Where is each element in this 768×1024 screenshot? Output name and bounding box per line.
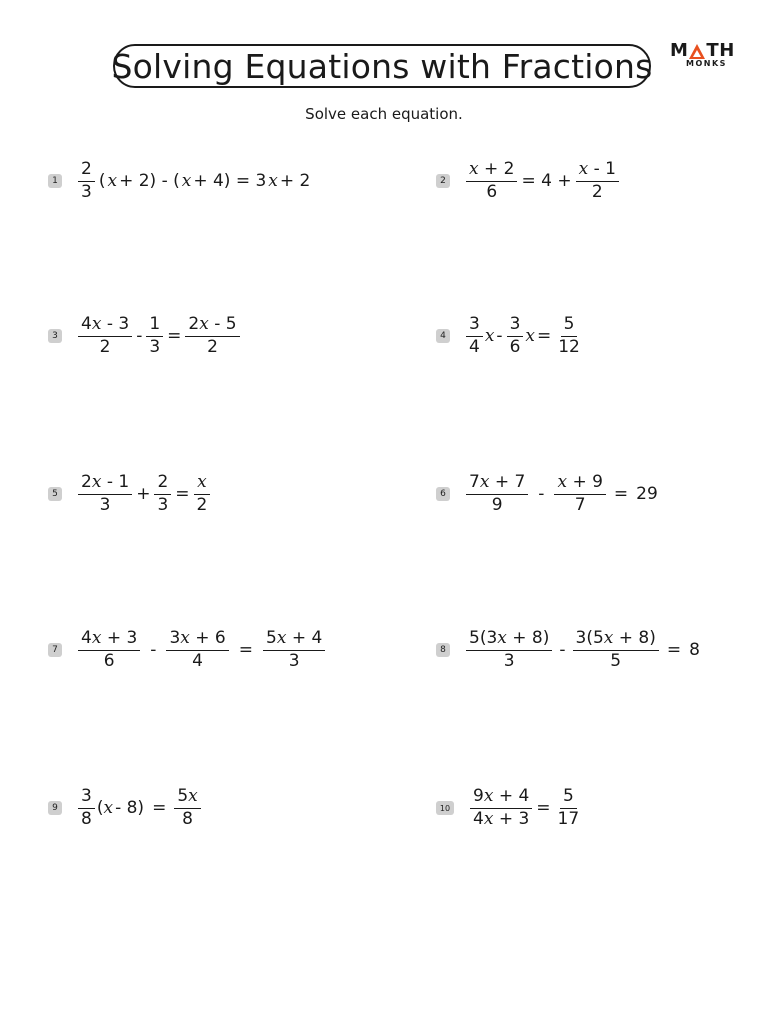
variable: x <box>525 326 535 347</box>
fraction <box>466 474 528 515</box>
problem-number: 5 <box>48 487 62 501</box>
denominator: 2 <box>591 181 603 202</box>
denominator: 2 <box>207 336 218 357</box>
numerator: 2 <box>154 474 171 495</box>
variable: x <box>484 326 495 347</box>
fraction <box>466 316 483 357</box>
operator: = <box>536 326 552 347</box>
expression-text: 9 <box>473 786 484 806</box>
variable: x <box>107 171 118 192</box>
variable: x <box>479 472 490 492</box>
numerator <box>185 316 239 337</box>
variable: x <box>91 314 102 334</box>
numerator: x <box>194 474 210 495</box>
fraction <box>78 788 95 829</box>
expression-text: 7 <box>469 472 480 492</box>
fraction <box>154 474 171 515</box>
numerator <box>466 161 517 182</box>
problem-2 <box>436 161 621 202</box>
denominator: 4 <box>469 336 480 357</box>
fraction <box>78 161 95 202</box>
expression-text: + 3 <box>498 808 530 829</box>
numerator <box>466 474 528 495</box>
numerator <box>576 161 619 182</box>
expression-text: 5 <box>177 786 189 806</box>
denominator: 2 <box>99 336 111 357</box>
denominator: 3 <box>99 494 111 515</box>
denominator: 6 <box>509 336 521 357</box>
expression-text: 8 <box>689 640 700 661</box>
denominator: 7 <box>574 494 586 515</box>
expression-text: + 2 <box>279 171 311 192</box>
equation <box>464 474 660 515</box>
equation <box>76 630 327 671</box>
fraction <box>573 630 659 671</box>
expression-text: ( <box>98 171 106 192</box>
numerator <box>78 630 140 651</box>
fraction <box>146 316 163 357</box>
fraction <box>78 316 132 357</box>
expression-text: + 3 <box>106 628 138 648</box>
expression-text: 3(5 <box>575 628 604 648</box>
denominator: 3 <box>503 650 515 671</box>
expression-text: + 2 <box>484 159 515 179</box>
variable: x <box>497 628 507 648</box>
expression-text: - 5 <box>214 314 237 334</box>
numerator: 3 <box>78 788 95 809</box>
math-monks-logo <box>670 40 734 72</box>
problem-number: 2 <box>436 174 450 188</box>
fraction <box>555 788 583 829</box>
operator: - <box>559 640 566 661</box>
fraction <box>466 630 552 671</box>
problem-1 <box>48 161 312 202</box>
numerator: 2 <box>78 161 95 182</box>
variable: x <box>469 159 479 179</box>
denominator <box>470 809 532 829</box>
numerator <box>166 630 228 651</box>
variable: x <box>483 808 494 829</box>
equation <box>468 788 584 829</box>
numerator <box>466 630 552 651</box>
expression-text: + 6 <box>195 628 226 648</box>
problem-number: 6 <box>436 487 450 501</box>
denominator: 3 <box>288 650 300 671</box>
expression-text: 29 <box>636 484 658 505</box>
expression-text: + 8) <box>512 628 550 648</box>
equation <box>464 161 621 202</box>
fraction <box>78 474 132 515</box>
equation <box>76 316 242 357</box>
expression-text: + 4 <box>498 786 530 806</box>
triangle-icon <box>689 44 705 59</box>
variable: x <box>181 171 192 192</box>
operator: = <box>666 640 682 661</box>
problem-10 <box>436 788 584 829</box>
fraction <box>507 316 524 357</box>
problem-number: 3 <box>48 329 62 343</box>
variable: x <box>91 472 102 492</box>
operator: - <box>496 326 503 347</box>
denominator: 5 <box>610 650 622 671</box>
operator: - <box>136 326 143 347</box>
equation <box>464 630 702 671</box>
equation <box>464 316 585 357</box>
fraction <box>263 630 325 671</box>
operator: = <box>613 484 629 505</box>
title-box <box>113 44 651 88</box>
operator: = <box>167 326 182 347</box>
numerator: 1 <box>146 316 163 337</box>
expression-text: + 4 <box>291 628 323 648</box>
expression-text: - 1 <box>106 472 130 492</box>
logo-subtitle: MONKS <box>686 59 727 68</box>
fraction <box>174 788 200 829</box>
expression-text: + 4) = 3 <box>193 171 267 192</box>
denominator: 3 <box>81 181 92 202</box>
problem-5 <box>48 474 212 515</box>
expression-text: + 8) <box>618 628 656 648</box>
instructions: Solve each equation. <box>305 105 463 123</box>
problem-9 <box>48 788 203 829</box>
denominator: 6 <box>103 650 115 671</box>
numerator: 5 <box>560 788 577 809</box>
variable: x <box>483 786 494 806</box>
variable: x <box>199 314 209 334</box>
expression-text: 4 <box>473 808 484 829</box>
equation <box>76 161 312 202</box>
problem-7 <box>48 630 327 671</box>
numerator <box>78 316 132 337</box>
problem-number: 1 <box>48 174 62 188</box>
logo-text-left: M <box>670 40 689 61</box>
fraction <box>166 630 228 671</box>
operator: - <box>150 640 157 661</box>
operator: = <box>238 640 253 661</box>
expression-text: + 9 <box>572 472 603 492</box>
problem-3 <box>48 316 242 357</box>
numerator: 5 <box>561 316 578 337</box>
denominator: 3 <box>149 336 161 357</box>
numerator <box>573 630 659 651</box>
numerator <box>174 788 200 809</box>
variable: x <box>268 171 278 192</box>
variable: x <box>578 159 589 179</box>
variable: x <box>276 628 287 648</box>
expression-text: + 7 <box>494 472 526 492</box>
denominator: 4 <box>192 650 203 671</box>
expression-text: 2 <box>81 472 92 492</box>
expression-text: + 2) - ( <box>119 171 180 192</box>
denominator: 3 <box>157 494 169 515</box>
problem-number: 4 <box>436 329 450 343</box>
expression-text: - 8) <box>115 798 145 819</box>
expression-text: ( <box>96 798 104 819</box>
expression-text: 5(3 <box>469 628 498 648</box>
equation <box>76 788 203 829</box>
numerator <box>78 474 132 495</box>
operator: = <box>152 798 167 819</box>
numerator: 3 <box>466 316 483 337</box>
expression-text: 2 <box>188 314 200 334</box>
numerator <box>263 630 325 651</box>
fraction <box>470 788 532 829</box>
variable: x <box>557 472 568 492</box>
problem-number: 8 <box>436 643 450 657</box>
equation <box>76 474 212 515</box>
expression-text: 4 <box>81 628 92 648</box>
expression-text: = 4 + <box>521 171 572 192</box>
expression-text: - 3 <box>106 314 130 334</box>
denominator: 6 <box>486 181 498 202</box>
numerator <box>554 474 605 495</box>
operator: - <box>538 484 545 505</box>
denominator: 8 <box>81 808 92 829</box>
expression-text: 5 <box>265 628 277 648</box>
expression-text: 3 <box>169 628 181 648</box>
problem-number: 7 <box>48 643 62 657</box>
fraction <box>576 161 619 202</box>
problem-6 <box>436 474 660 515</box>
numerator: 3 <box>507 316 524 337</box>
fraction <box>78 630 140 671</box>
denominator: 17 <box>557 808 580 829</box>
operator: = <box>536 798 551 819</box>
fraction <box>554 474 605 515</box>
numerator <box>470 788 532 809</box>
expression-text: 4 <box>81 314 92 334</box>
denominator: 12 <box>558 336 580 357</box>
operator: = <box>175 484 190 505</box>
expression-text: - 1 <box>593 159 616 179</box>
variable: x <box>603 628 614 648</box>
problem-number: 9 <box>48 801 62 815</box>
problem-8 <box>436 630 702 671</box>
problem-number: 10 <box>436 801 454 815</box>
logo-wordmark <box>670 40 735 61</box>
logo-text-right: TH <box>706 40 735 61</box>
variable: x <box>103 798 114 819</box>
denominator: 2 <box>196 494 208 515</box>
variable: x <box>91 628 102 648</box>
problem-4 <box>436 316 585 357</box>
fraction <box>466 161 517 202</box>
page-title: Solving Equations with Fractions <box>111 46 653 86</box>
fraction <box>555 316 583 357</box>
denominator: 9 <box>491 494 503 515</box>
operator: + <box>136 484 151 505</box>
denominator: 8 <box>182 808 193 829</box>
fraction <box>194 474 211 515</box>
variable: x <box>180 628 190 648</box>
fraction <box>185 316 239 357</box>
variable: x <box>188 786 198 806</box>
